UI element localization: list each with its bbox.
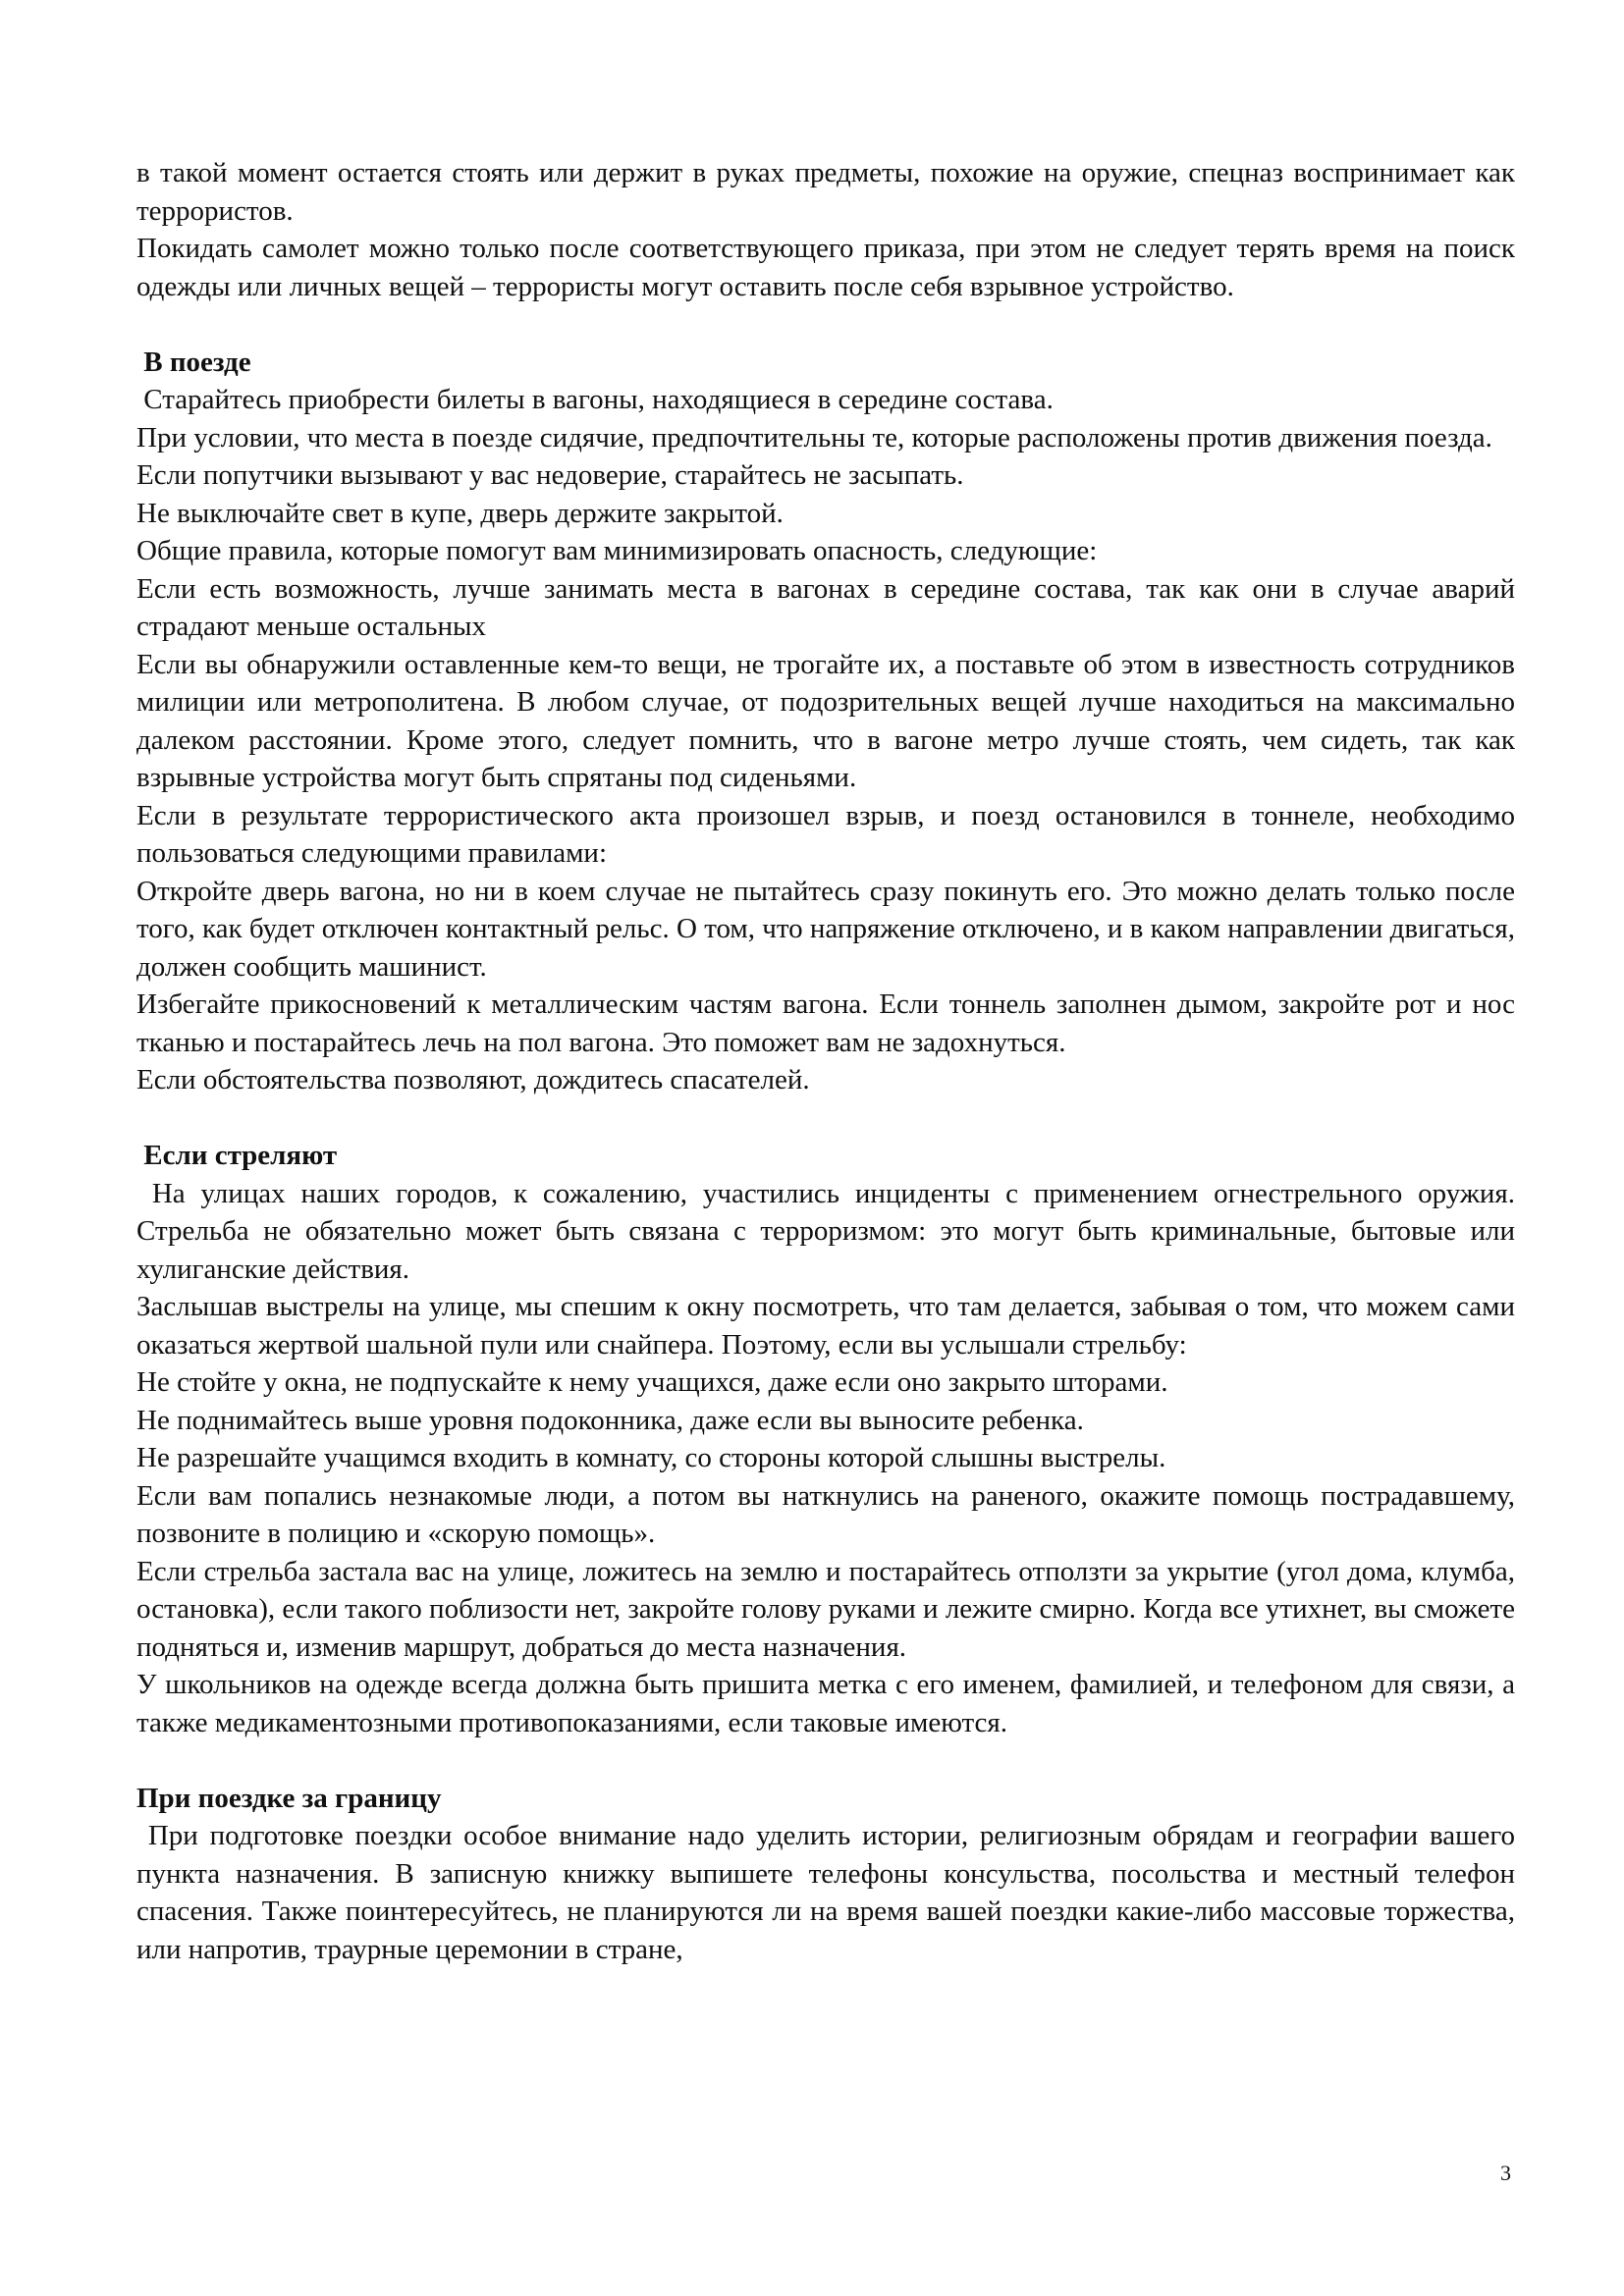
abroad-paragraph-1: При подготовке поездки особое внимание надо уделить истории, религиозным обрядам и географии вашего пункта назначения. В записную книжку выпишете телефоны консульства, посольства и местный телефон спасения. Также поинтересуйтесь, не планируются ли на время вашей поездки какие-либо массовые торжества, или напротив, траурные церемонии в стране, bbox=[136, 1820, 1515, 1965]
train-paragraph-1: Старайтесь приобрести билеты в вагоны, находящиеся в середине состава. bbox=[143, 384, 1054, 415]
train-paragraph-5: Общие правила, которые помогут вам минимизировать опасность, следующие: bbox=[136, 535, 1098, 566]
shooting-paragraph-8: У школьников на одежде всегда должна быть пришита метка с его именем, фамилией, и телефоном для связи, а также медикаментозными противопоказаниями, если таковые имеются. bbox=[136, 1669, 1515, 1738]
intro-paragraph-2: Покидать самолет можно только после соответствующего приказа, при этом не следует терять время на поиск одежды или личных вещей – террористы могут оставить после себя взрывное устройство. bbox=[136, 233, 1515, 302]
section-gap bbox=[136, 1099, 1515, 1138]
shooting-paragraph-7: Если стрельба застала вас на улице, ложитесь на землю и постарайтесь отползти за укрытие (угол дома, клумба, остановка), если такого поблизости нет, закройте голову руками и лежите смирно. Когда все утихнет, вы сможете подняться и, изменив маршрут, добраться до места назначения. bbox=[136, 1555, 1515, 1663]
heading-shooting: Если стреляют bbox=[143, 1140, 338, 1171]
train-paragraph-9: Откройте дверь вагона, но ни в коем случае не пытайтесь сразу покинуть его. Это можно делать только после того, как будет отключен контактный рельс. О том, что напряжение отключено, и в каком направлении двигаться, должен сообщить машинист. bbox=[136, 875, 1515, 983]
heading-abroad: При поездке за границу bbox=[136, 1782, 442, 1814]
document-page bbox=[136, 154, 1515, 1968]
intro-paragraph-1: в такой момент остается стоять или держит в руках предметы, похожие на оружие, спецназ воспринимает как террористов. bbox=[136, 157, 1515, 227]
page-number: 3 bbox=[1500, 2161, 1511, 2185]
shooting-paragraph-3: Не стойте у окна, не подпускайте к нему учащихся, даже если оно закрыто шторами. bbox=[136, 1366, 1168, 1398]
heading-train: В поезде bbox=[143, 346, 251, 378]
train-paragraph-10: Избегайте прикосновений к металлическим частям вагона. Если тоннель заполнен дымом, закройте рот и нос тканью и постарайтесь лечь на пол вагона. Это поможет вам не задохнуться. bbox=[136, 988, 1515, 1058]
shooting-paragraph-1: На улицах наших городов, к сожалению, участились инциденты с применением огнестрельного оружия. Стрельба не обязательно может быть связана с терроризмом: это могут быть криминальные, бытовые или хулиганские действия. bbox=[136, 1177, 1515, 1285]
train-paragraph-11: Если обстоятельства позволяют, дождитесь спасателей. bbox=[136, 1064, 810, 1095]
shooting-paragraph-4: Не поднимайтесь выше уровня подоконника, даже если вы выносите ребенка. bbox=[136, 1404, 1084, 1436]
train-paragraph-8: Если в результате террористического акта произошел взрыв, и поезд остановился в тоннеле, необходимо пользоваться следующими правилами: bbox=[136, 799, 1515, 869]
shooting-paragraph-2: Заслышав выстрелы на улице, мы спешим к окну посмотреть, что там делается, забывая о том, что можем сами оказаться жертвой шальной пули или снайпера. Поэтому, если вы услышали стрельбу: bbox=[136, 1291, 1515, 1361]
train-paragraph-4: Не выключайте свет в купе, дверь держите закрытой. bbox=[136, 497, 784, 529]
train-paragraph-3: Если попутчики вызывают у вас недоверие, старайтесь не засыпать. bbox=[136, 459, 964, 491]
train-paragraph-7: Если вы обнаружили оставленные кем-то вещи, не трогайте их, а поставьте об этом в известность сотрудников милиции или метрополитена. В любом случае, от подозрительных вещей лучше находиться на максимально далеком расстоянии. Кроме этого, следует помнить, что в вагоне метро лучше стоять, чем сидеть, так как взрывные устройства могут быть спрятаны под сиденьями. bbox=[136, 648, 1515, 793]
shooting-paragraph-6: Если вам попались незнакомые люди, а потом вы наткнулись на раненого, окажите помощь пострадавшему, позвоните в полицию и «скорую помощь». bbox=[136, 1479, 1515, 1549]
shooting-paragraph-5: Не разрешайте учащимся входить в комнату, со стороны которой слышны выстрелы. bbox=[136, 1442, 1166, 1473]
train-paragraph-6: Если есть возможность, лучше занимать места в вагонах в середине состава, так как они в случае аварий страдают меньше остальных bbox=[136, 572, 1515, 642]
train-paragraph-2: При условии, что места в поезде сидячие, предпочтительны те, которые расположены против движения поезда. bbox=[136, 421, 1492, 454]
section-gap bbox=[136, 305, 1515, 344]
section-gap bbox=[136, 1741, 1515, 1780]
